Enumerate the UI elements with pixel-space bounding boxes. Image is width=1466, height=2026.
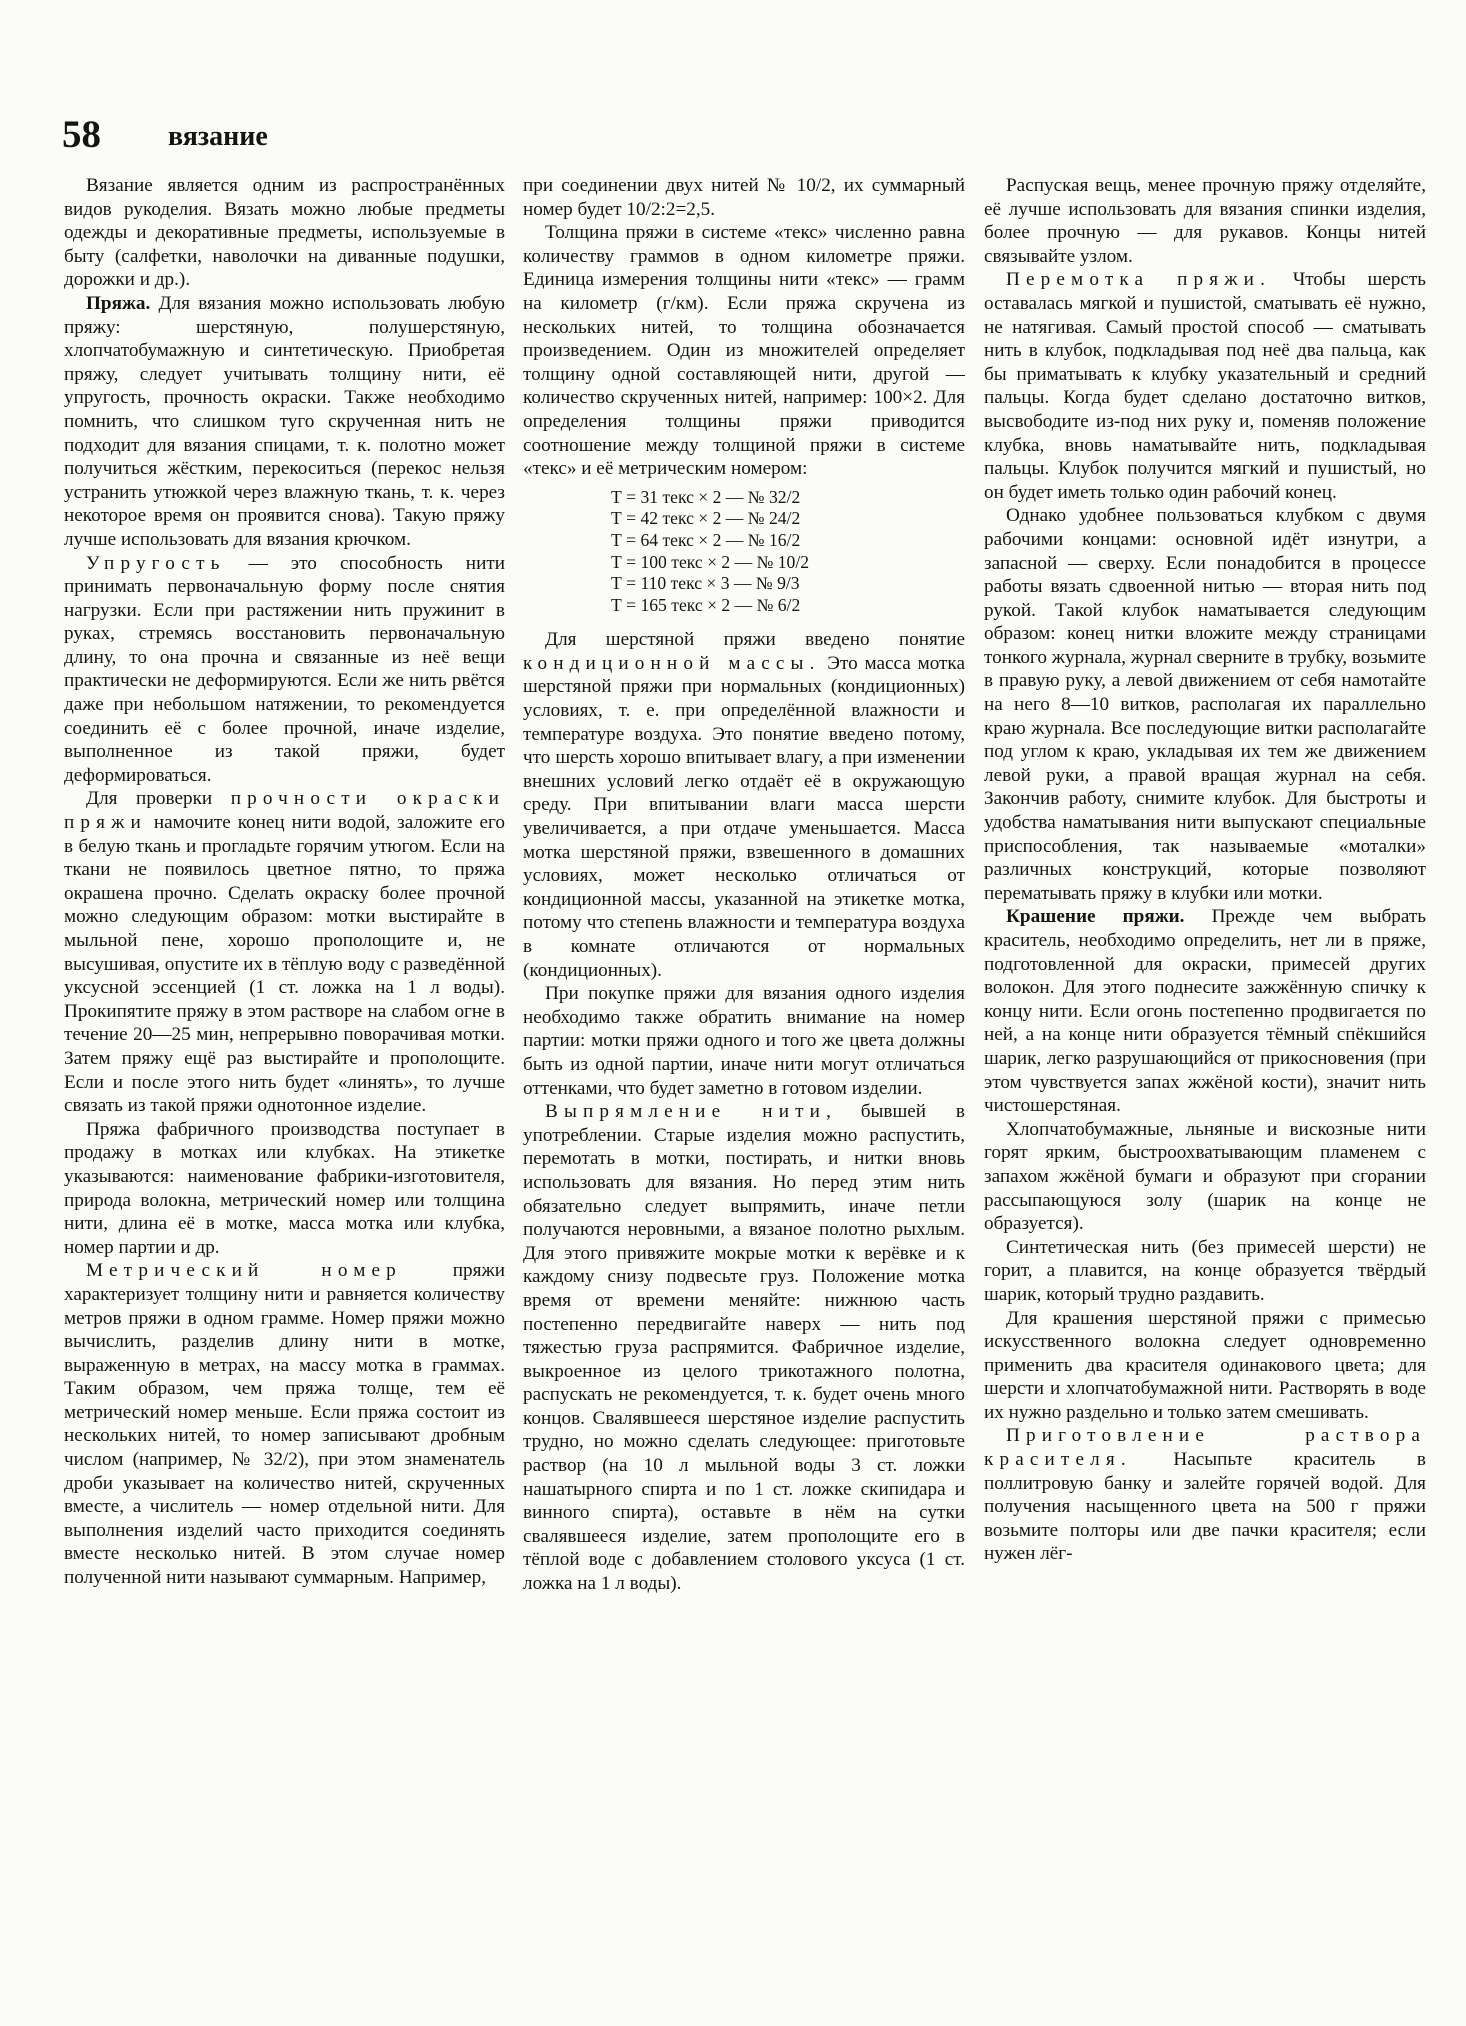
paragraph-metric-number: Метрический номер пряжи характеризует толщину нити и равняется количеству метров пряжи в одном грамме. Номер пряжи можно вычислить, разделив длину нити в мотке, выраженную в метрах, на массу мотка в граммах. Таким образом, чем пряжа толще, тем её метрический номер меньше. Если пряжа состоит из нескольких нитей, то номер записывают дробным числом (например, № 32/2), при этом знаменатель дроби указывает на количество нитей, скрученных вместе, а числитель — номер отдельной нити. Для выполнения изделий часто приходится соединять вместе несколько нитей. В этом случае номер полученной нити называют суммарным. Например, bbox=[64, 1260, 505, 1589]
paragraph-conditioned-mass: Для шерстяной пряжи введено понятие кондиционной массы. Это масса мотка шерстяной пряжи при нормальных (кондиционных) условиях, т. е. при определённой влажности и температуре воздуха. Это понятие введено потому, что шерсть хорошо впитывает влагу, а при изменении внешних условий легко отдаёт её в окружающую среду. При впитывании влаги масса шерсти увеличивается, а при отдаче уменьшается. Масса мотка шерстяной пряжи, взвешенного в домашних условиях, может несколько отличаться от кондиционной массы, указанной на этикетке мотка, потому что степень влажности и температура воздуха в комнате отличаются от нормальных (кондиционных). bbox=[523, 629, 965, 981]
paragraph-cotton-burn: Хлопчатобумажные, льняные и вискозные нити горят ярким, быстроохватывающим пламенем с запахом жжёной бумаги и образуют при сгорании рассыпающуюся золу (шарик на конце не образуется). bbox=[984, 1118, 1426, 1235]
page-number: 58 bbox=[62, 113, 101, 156]
formula-line: Т = 165 текс × 2 — № 6/2 bbox=[611, 594, 801, 615]
term-straightening: Выпрямление нити bbox=[545, 1101, 827, 1123]
formula-line: Т = 100 текс × 2 — № 10/2 bbox=[611, 551, 810, 572]
paragraph-straightening: Выпрямление нити, бывшей в употреблении. Старые изделия можно распустить, перемотать в мотки, постирать, и нитки вновь использовать для вязания. Но перед этим нить обязательно следует выпрямить, иначе петли получаются неровными, а вязаное полотно рыхлым. Для этого привяжите мокрые мотки к верёвке и к каждому снизу подвесьте груз. Положение мотка время от времени меняйте: нижнюю часть постепенно передвигайте наверх — нить под тяжестью груза распрямится. Фабричное изделие, выкроенное из целого трикотажного полотна, распускать не рекомендуется, т. к. будет очень много концов. Свалявшееся шерстяное изделие распустить трудно, но можно сделать следующее: приготовьте раствор (на 10 л мыльной воды 3 ст. ложки нашатырного спирта и по 1 ст. ложке скипидара и винного спирта), оставьте в нём на сутки свалявшееся изделие, затем прополощите его в тёплой воде с добавлением столового уксуса (1 ст. ложка на 1 л воды). bbox=[523, 1101, 965, 1595]
paragraph-continuation: при соединении двух нитей № 10/2, их суммарный номер будет 10/2:2=2,5. bbox=[523, 175, 965, 220]
paragraph-synthetic-burn: Синтетическая нить (без примесей шерсти) не горит, а плавится, на конце образуется твёрдый шарик, который трудно раздавить. bbox=[984, 1236, 1426, 1305]
term-yarn: Пряжа. bbox=[86, 292, 151, 314]
paragraph-batch: При покупке пряжи для вязания одного изделия необходимо также обратить внимание на номер партии: мотки пряжи одного и того же цвета должны быть из одной партии, иначе нити могут отличаться оттенками, что будет заметно в готовом изделии. bbox=[523, 983, 965, 1099]
formula-line: Т = 42 текс × 2 — № 24/2 bbox=[611, 508, 801, 529]
term-elasticity: Упругость bbox=[86, 552, 226, 574]
paragraph-factory-yarn: Пряжа фабричного производства поступает в продажу в мотках или клубках. На этикетке указываются: наименование фабрики-изготовителя, природа волокна, метрический номер или толщина нити, длина её в мотке, масса мотка или клубка, номер партии и др. bbox=[64, 1118, 505, 1258]
paragraph-elasticity: Упругость — это способность нити принимать первоначальную форму после снятия нагрузки. Если при растяжении нить пружинит в руках, стремясь восстановить первоначальную длину, то она прочна и связанные из неё вещи практически не деформируются. Если же нить рвётся даже при небольшом натяжении, то рекомендуется соединить её с более прочной, иначе изделие, выполненное из такой пряжи, будет деформироваться. bbox=[64, 552, 505, 786]
paragraph-dyeing: Крашение пряжи. Прежде чем выбрать краситель, необходимо определить, нет ли в пряже, подготовленной для окраски, примесей других волокон. Для этого поднесите зажжённую спичку к концу нити. Если огонь постепенно продвигается по ней, а на конце нити образуется тёмный спёкшийся шарик, легко разрушающийся от прикосновения (при этом чувствуется запах жжёной кости), значит нить чистошерстяная. bbox=[984, 906, 1426, 1117]
term-dye-preparation: Приготовление раствора красителя. bbox=[984, 1425, 1426, 1471]
term-conditioned-mass: кондиционной массы. bbox=[523, 652, 821, 674]
term-color-fastness: прочности окраски пряжи bbox=[64, 788, 506, 834]
term-metric-number: Метрический номер bbox=[86, 1260, 402, 1282]
formula-line: Т = 31 текс × 2 — № 32/2 bbox=[611, 486, 801, 507]
paragraph-two-ended-ball: Однако удобнее пользоваться клубком с двумя рабочими концами: основной идёт изнутри, а запасной — сверху. Если понадобится в процессе работы вязать сдвоенной нитью — вторая нить под рукой. Такой клубок наматывается следующим образом: конец нитки вложите между страницами тонкого журнала, журнал сверните в трубку, возьмите в правую руку, а левой движением от себя намотайте на него 8—10 витков, располагая их параллельно краю журнала. Все последующие витки располагайте под углом к краю, укладывая их тем же движением левой руки, а правой вращая журнал на себя. Закончив работу, снимите клубок. Для быстроты и удобства наматывания нити выпускают специальные приспособления, так называемые «моталки» различных конструкций, которые позволяют перематывать пряжу в клубки или мотки. bbox=[984, 505, 1426, 904]
section-title: вязание bbox=[168, 121, 268, 152]
formula-line: Т = 64 текс × 2 — № 16/2 bbox=[611, 529, 801, 550]
paragraph-rewinding: Перемотка пряжи. Чтобы шерсть оставалась мягкой и пушистой, сматывать её нужно, не натягивая. Самый простой способ — сматывать нить в клубок, подкладывая под неё два пальца, как бы приматывать к клубку указательный и средний пальцы. Когда будет сделано достаточно витков, высвободите из-под них руку и, поменяв положение клубка, вновь наматывайте нить, подкладывая пальцы. Клубок получится мягкий и пушистый, но он будет иметь только один рабочий конец. bbox=[984, 269, 1426, 503]
text-column-2 bbox=[523, 174, 965, 1596]
formula-line: Т = 110 текс × 3 — № 9/3 bbox=[611, 573, 800, 594]
paragraph-tex: Толщина пряжи в системе «текс» численно равна количеству граммов в одном километре пряжи. Единица измерения толщины нити «текс» — грамм на километр (г/км). Если пряжа скручена из нескольких нитей, то толщина обозначается произведением. Один из множителей определяет толщину одной составляющей нити, другой — количество скрученных нитей, например: 100×2. Для определения толщины пряжи приводится соотношение между толщиной пряжи в системе «текс» и её метрическим номером: bbox=[523, 222, 965, 480]
paragraph-color-fastness: Для проверки прочности окраски пряжи намочите конец нити водой, заложите его в белую ткань и прогладьте горячим утюгом. Если на ткани не появилось цветное пятно, то пряжа окрашена прочно. Сделать окраску более прочной можно следующим образом: мотки выстирайте в мыльной пене, хорошо прополощите и, не высушивая, опустите их в тёплую воду с разведённой уксусной эссенцией (1 ст. ложка на 1 л воды). Прокипятите пряжу в этом растворе на слабом огне в течение 20—25 мин, непрерывно поворачивая мотки. Затем пряжу ещё раз выстирайте и прополощите. Если и после этого нить будет «линять», то лучше связать из такой пряжи однотонное изделие. bbox=[64, 788, 506, 1117]
paragraph-intro: Вязание является одним из распространённых видов рукоделия. Вязать можно любые предметы одежды и декоративные предметы, используемые в быту (салфетки, наволочки на диванные подушки, дорожки и др.). bbox=[64, 175, 505, 291]
paragraph-yarn: Пряжа. Для вязания можно использовать любую пряжу: шерстяную, полушерстяную, хлопчатобумажную и синтетическую. Приобретая пряжу, следует учитывать толщину нити, её упругость, прочность окраски. Также необходимо помнить, что слишком туго скрученная нить не подходит для вязания спицами, т. к. полотно может получиться жёстким, перекоситься (перекос нельзя устранить утюжкой через влажную ткань, т. к. через некоторое время он проявится снова). Такую пряжу лучше использовать для вязания крючком. bbox=[64, 292, 505, 550]
term-dyeing: Крашение пряжи. bbox=[1006, 906, 1185, 928]
text-column-1 bbox=[64, 174, 505, 1590]
paragraph-dye-preparation: Приготовление раствора красителя. Насыпьте краситель в поллитровую банку и залейте горячей водой. Для получения насыщенного цвета на 500 г пряжи возьмите полторы или две пачки красителя; если нужен лёг- bbox=[984, 1425, 1426, 1565]
term-rewinding: Перемотка пряжи. bbox=[1006, 269, 1272, 291]
text-column-3 bbox=[984, 174, 1426, 1566]
paragraph-mixed-dyeing: Для крашения шерстяной пряжи с примесью искусственного волокна следует одновременно применить два красителя одинакового цвета; для шерсти и хлопчатобумажной нити. Растворять в воде их нужно раздельно и только затем смешивать. bbox=[984, 1307, 1426, 1423]
paragraph-unravel: Распуская вещь, менее прочную пряжу отделяйте, её лучше использовать для вязания спинки изделия, более прочную — для рукавов. Концы нитей связывайте узлом. bbox=[984, 175, 1426, 267]
tex-formula-list bbox=[523, 487, 965, 617]
